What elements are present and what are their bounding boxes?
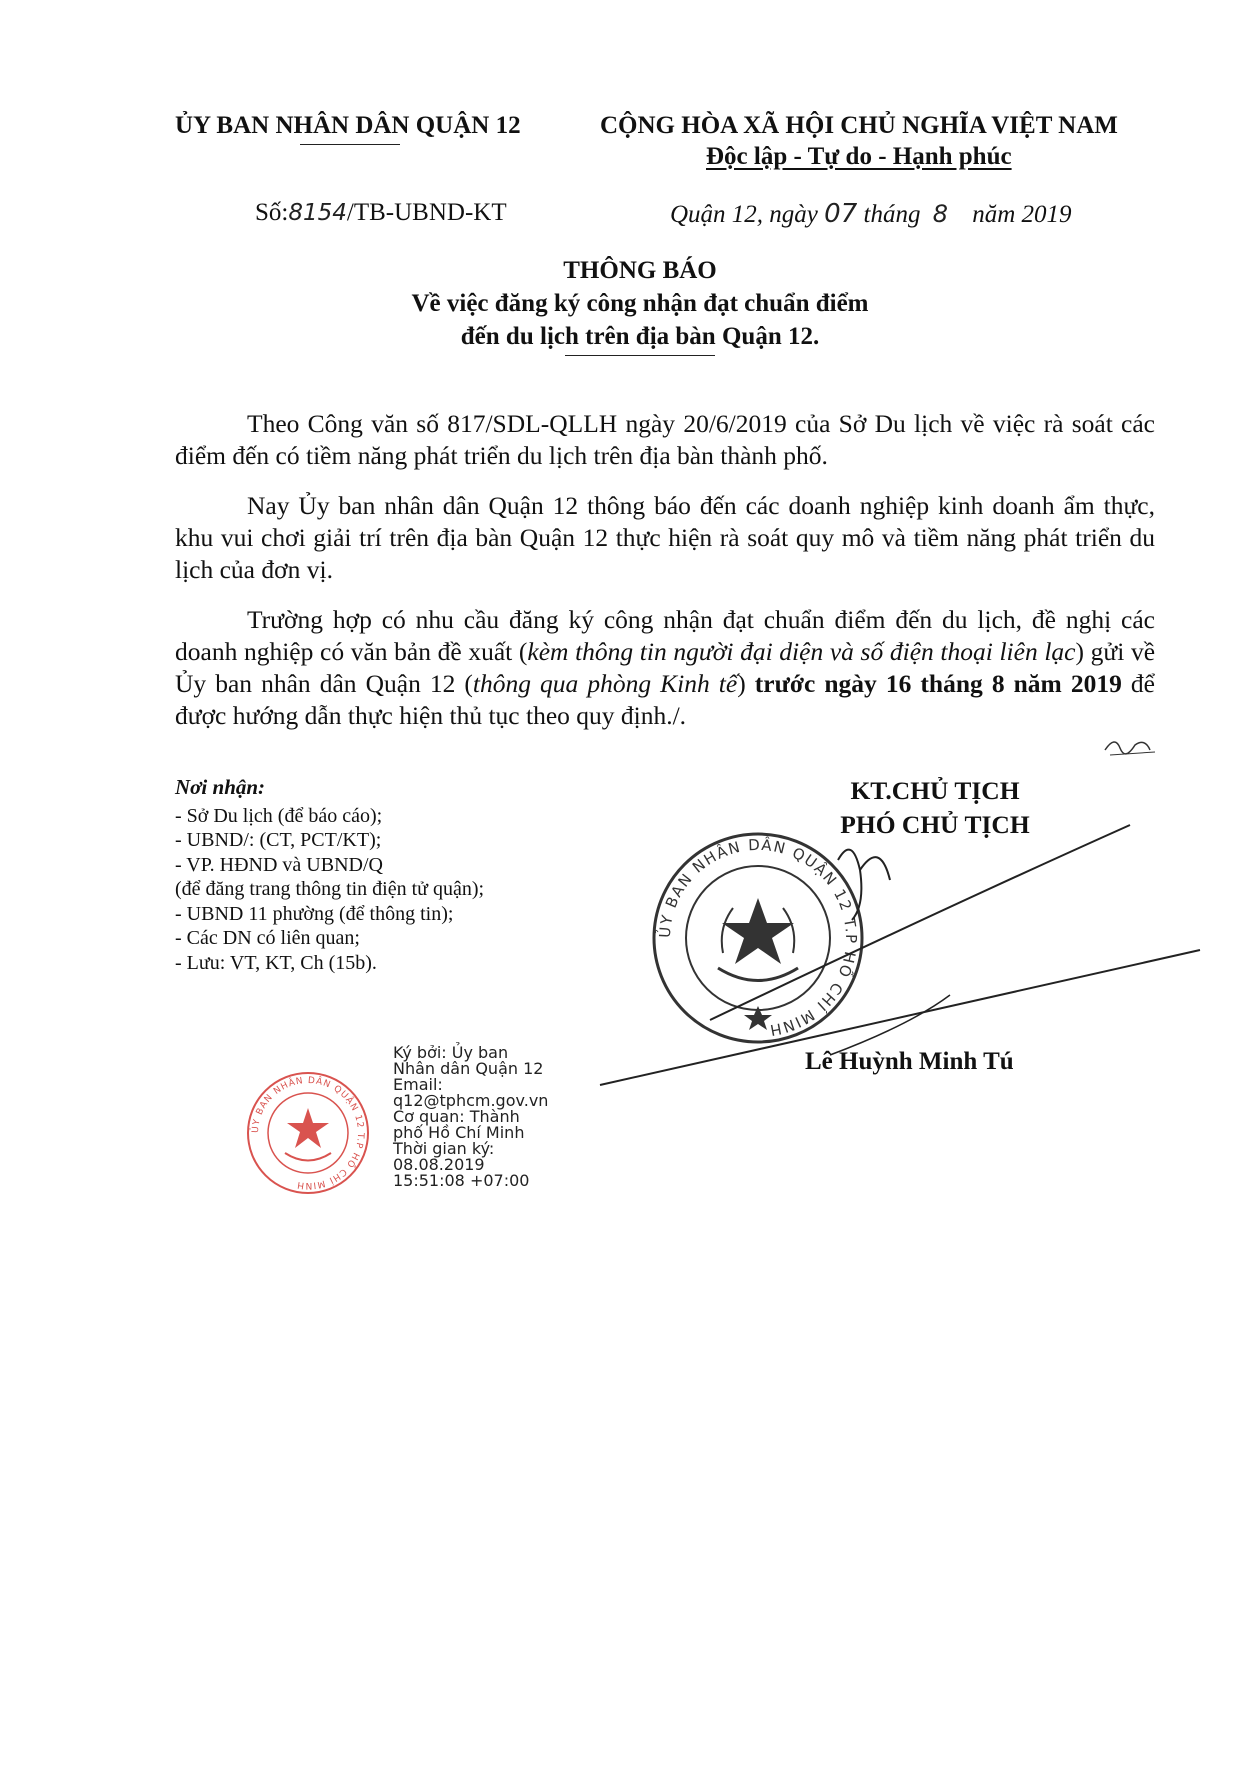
document-number bbox=[255, 199, 507, 227]
notice-subject-line2: đến du lịch trên địa bàn Quận 12. bbox=[460, 323, 820, 350]
recipient-item: - Các DN có liên quan; bbox=[175, 927, 360, 949]
signer-role-2: PHÓ CHỦ TỊCH bbox=[840, 810, 1030, 839]
digital-sig-line: 15:51:08 +07:00 bbox=[393, 1171, 530, 1190]
date-month: 8 bbox=[932, 200, 948, 228]
notice-heading: THÔNG BÁO bbox=[563, 257, 717, 284]
doc-number-handwritten: 8154 bbox=[288, 200, 347, 226]
body-paragraph-2: Nay Ủy ban nhân dân Quận 12 thông báo đến các doanh nghiệp kinh doanh ẩm thực, khu vui chơi giải trí trên địa bàn Quận 12 thực hiện rà soát quy mô và tiềm năng phát triển du lịch của đơn vị. bbox=[175, 491, 1155, 584]
date-day: 07 bbox=[824, 199, 858, 229]
p3-deadline: trước ngày 16 tháng 8 năm 2019 bbox=[754, 669, 1122, 698]
recipient-item: - UBND 11 phường (để thông tin); bbox=[175, 902, 454, 925]
digital-sig-line: Cơ quan: Thành bbox=[393, 1107, 520, 1126]
p3-italic-department: thông qua phòng Kinh tế bbox=[472, 669, 738, 698]
digital-sig-line: phố Hồ Chí Minh bbox=[393, 1123, 525, 1142]
org-underline bbox=[300, 144, 400, 145]
digital-sig-line: Nhân dân Quận 12 bbox=[393, 1059, 544, 1078]
digital-sig-line: Thời gian ký: bbox=[393, 1139, 495, 1158]
issue-date bbox=[670, 199, 1072, 229]
date-prefix: Quận 12, ngày bbox=[670, 201, 818, 228]
recipient-item: - VP. HĐND và UBND/Q bbox=[175, 853, 383, 876]
p3-text-c: ) gửi về Ủy ban nhân dân Quận 12 ( bbox=[175, 637, 1156, 698]
p3-text-a: Trường hợp có nhu cầu đăng ký công nhận đạt chuẩn điểm đến du lịch, đề nghị các doanh nghiệp có văn bản đề xuất ( bbox=[175, 605, 1155, 666]
doc-number-prefix: Số: bbox=[255, 199, 289, 226]
notice-subject-line1: Về việc đăng ký công nhận đạt chuẩn điểm bbox=[411, 290, 869, 317]
doc-number-suffix: /TB-UBND-KT bbox=[346, 199, 507, 226]
date-month-label: tháng bbox=[863, 201, 921, 228]
digital-sig-line: Ký bởi: Ủy ban bbox=[393, 1043, 509, 1062]
body-paragraph-3 bbox=[175, 604, 1155, 732]
body-paragraph-1: Theo Công văn số 817/SDL-QLLH ngày 20/6/2019 của Sở Du lịch về việc rà soát các điểm đến có tiềm năng phát triển du lịch trên địa bàn thành phố. bbox=[175, 409, 1155, 470]
recipient-item: - Sở Du lịch (để báo cáo); bbox=[175, 804, 383, 827]
country-name: CỘNG HÒA XÃ HỘI CHỦ NGHĨA VIỆT NAM bbox=[600, 112, 1118, 139]
digital-seal bbox=[243, 1068, 373, 1198]
p3-italic-contact: kèm thông tin người đại diện và số điện thoại liên lạc bbox=[527, 637, 1076, 666]
p3-text-g: để được hướng dẫn thực hiện thủ tục theo quy định./. bbox=[175, 669, 1155, 730]
subject-underline bbox=[565, 355, 715, 356]
digital-sig-line: q12@tphcm.gov.vn bbox=[393, 1091, 549, 1110]
issuing-org: ỦY BAN NHÂN DÂN QUẬN 12 bbox=[175, 112, 521, 139]
national-motto: Độc lập - Tự do - Hạnh phúc bbox=[706, 143, 1012, 170]
digital-seal-text: ỦY BAN NHÂN DÂN QUẬN 12 T.P HỒ CHÍ MINH bbox=[250, 1075, 366, 1191]
digital-signature-info bbox=[393, 1045, 548, 1189]
digital-sig-line: 08.08.2019 bbox=[393, 1155, 485, 1174]
initials-mark bbox=[1100, 730, 1160, 760]
date-year: năm 2019 bbox=[972, 201, 1072, 228]
recipient-item: (để đăng trang thông tin điện tử quận); bbox=[175, 878, 485, 900]
p3-text-e: ) bbox=[737, 669, 755, 698]
digital-sig-line: Email: bbox=[393, 1075, 443, 1094]
signer-role-1: KT.CHỦ TỊCH bbox=[850, 776, 1020, 805]
signer-name: Lê Huỳnh Minh Tú bbox=[805, 1048, 1014, 1075]
recipients-list bbox=[175, 775, 484, 975]
handwritten-signature bbox=[590, 800, 1210, 1090]
recipients-title: Nơi nhận: bbox=[175, 775, 266, 799]
recipient-item: - UBND/: (CT, PCT/KT); bbox=[175, 829, 382, 851]
seal-text: ỦY BAN NHÂN DÂN QUẬN 12 T.P HỒ CHÍ MINH bbox=[655, 835, 861, 1040]
recipient-item: - Lưu: VT, KT, Ch (15b). bbox=[175, 951, 377, 974]
